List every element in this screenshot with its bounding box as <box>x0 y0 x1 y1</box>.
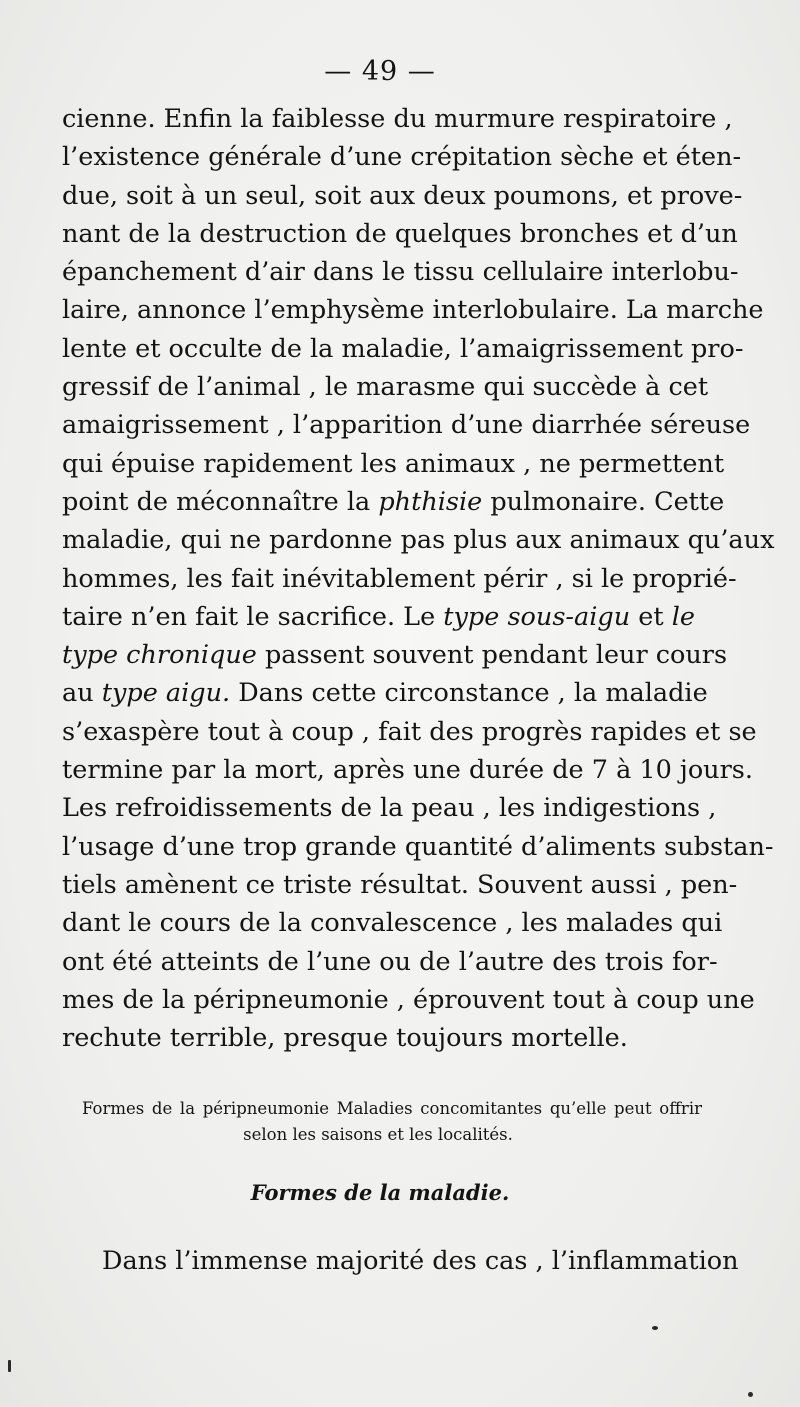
paper-speck <box>652 1326 658 1330</box>
text-line <box>62 866 738 904</box>
text-segment: gressif de l’animal , le marasme qui succède à cet <box>62 372 709 403</box>
text-segment: laire, annonce l’emphysème interlobulaire. La marche <box>62 295 764 326</box>
text-line <box>62 177 743 215</box>
caption-line-2: selon les saisons et les localités. <box>243 1125 513 1144</box>
text-segment: due, soit à un seul, soit aux deux poumons, et prove- <box>62 180 743 211</box>
text-segment: l’usage d’une trop grande quantité d’aliments substan- <box>62 831 774 862</box>
text-line <box>62 521 775 559</box>
text-line <box>62 445 725 483</box>
text-line <box>62 1019 694 1057</box>
text-segment: hommes, les fait inévitablement périr , si le proprié- <box>62 563 737 594</box>
text-segment: maladie, qui ne pardonne pas plus aux animaux qu’aux <box>62 525 775 556</box>
section-caption <box>82 1096 702 1148</box>
text-segment: cienne. Enfin la faiblesse du murmure respiratoire , <box>62 104 733 134</box>
section-subheading: Formes de la maladie. <box>250 1180 510 1205</box>
text-segment: nant de la destruction de quelques bronches et d’un <box>62 218 738 249</box>
italic-text-segment: type sous-aigu <box>443 601 631 632</box>
text-segment: Les refroidissements de la peau , les indigestions , <box>62 793 717 824</box>
text-segment: termine par la mort, après une durée de 7 à 10 jours. <box>62 755 753 786</box>
text-segment: épanchement d’air dans le tissu cellulaire interlobu- <box>62 257 739 288</box>
text-line <box>62 483 725 521</box>
text-line <box>62 291 764 329</box>
paragraph-start-line: Dans l’immense majorité des cas , l’inflammation <box>102 1246 739 1276</box>
text-line <box>62 828 774 866</box>
text-segment: au <box>62 678 102 709</box>
text-segment: mes de la péripneumonie , éprouvent tout à coup une <box>62 984 755 1015</box>
text-segment: dant le cours de la convalescence , les malades qui <box>62 908 723 939</box>
text-line <box>62 713 757 751</box>
italic-text-segment: type chronique <box>62 640 257 671</box>
text-line <box>62 636 728 674</box>
text-line <box>62 789 717 827</box>
text-line <box>62 674 708 712</box>
text-line <box>62 215 738 253</box>
text-segment: pulmonaire. Cette <box>482 486 725 517</box>
text-line <box>62 406 751 444</box>
text-segment: rechute terrible, presque toujours mortelle. <box>62 1023 628 1054</box>
page-number: — 49 — <box>324 56 436 87</box>
body-text <box>62 100 775 1057</box>
text-segment: et <box>630 601 672 632</box>
text-line <box>62 560 737 598</box>
caption-line-1: Formes de la péripneumonie Maladies concomitantes qu’elle peut offrir <box>82 1099 702 1118</box>
italic-text-segment: type aigu. <box>101 678 231 709</box>
text-segment: s’exaspère tout à coup , fait des progrès rapides et se <box>62 716 757 747</box>
text-line <box>62 330 744 368</box>
text-line <box>62 943 718 981</box>
text-segment: l’existence générale d’une crépitation sèche et éten- <box>62 142 742 173</box>
text-line <box>62 368 709 406</box>
text-segment: passent souvent pendant leur cours <box>256 640 728 671</box>
paper-speck <box>8 1360 11 1372</box>
text-segment: Dans cette circonstance , la maladie <box>230 678 708 709</box>
text-segment: ont été atteints de l’une ou de l’autre des trois for- <box>62 946 718 977</box>
text-segment: taire n’en fait le sacrifice. Le <box>62 601 444 632</box>
text-line <box>62 100 733 138</box>
text-segment: lente et occulte de la maladie, l’amaigrissement pro- <box>62 333 744 364</box>
italic-text-segment: le <box>671 601 695 632</box>
text-segment: point de méconnaître la <box>62 486 379 517</box>
text-segment: qui épuise rapidement les animaux , ne permettent <box>62 448 725 479</box>
text-segment: tiels amènent ce triste résultat. Souvent aussi , pen- <box>62 869 738 900</box>
text-line <box>62 253 739 291</box>
paper-speck <box>748 1392 753 1397</box>
text-line <box>62 751 753 789</box>
italic-text-segment: phthisie <box>378 486 483 517</box>
text-line <box>62 904 723 942</box>
text-segment: amaigrissement , l’apparition d’une diarrhée séreuse <box>62 410 751 441</box>
text-line <box>62 981 755 1019</box>
text-line <box>62 138 742 176</box>
text-line <box>62 598 694 636</box>
